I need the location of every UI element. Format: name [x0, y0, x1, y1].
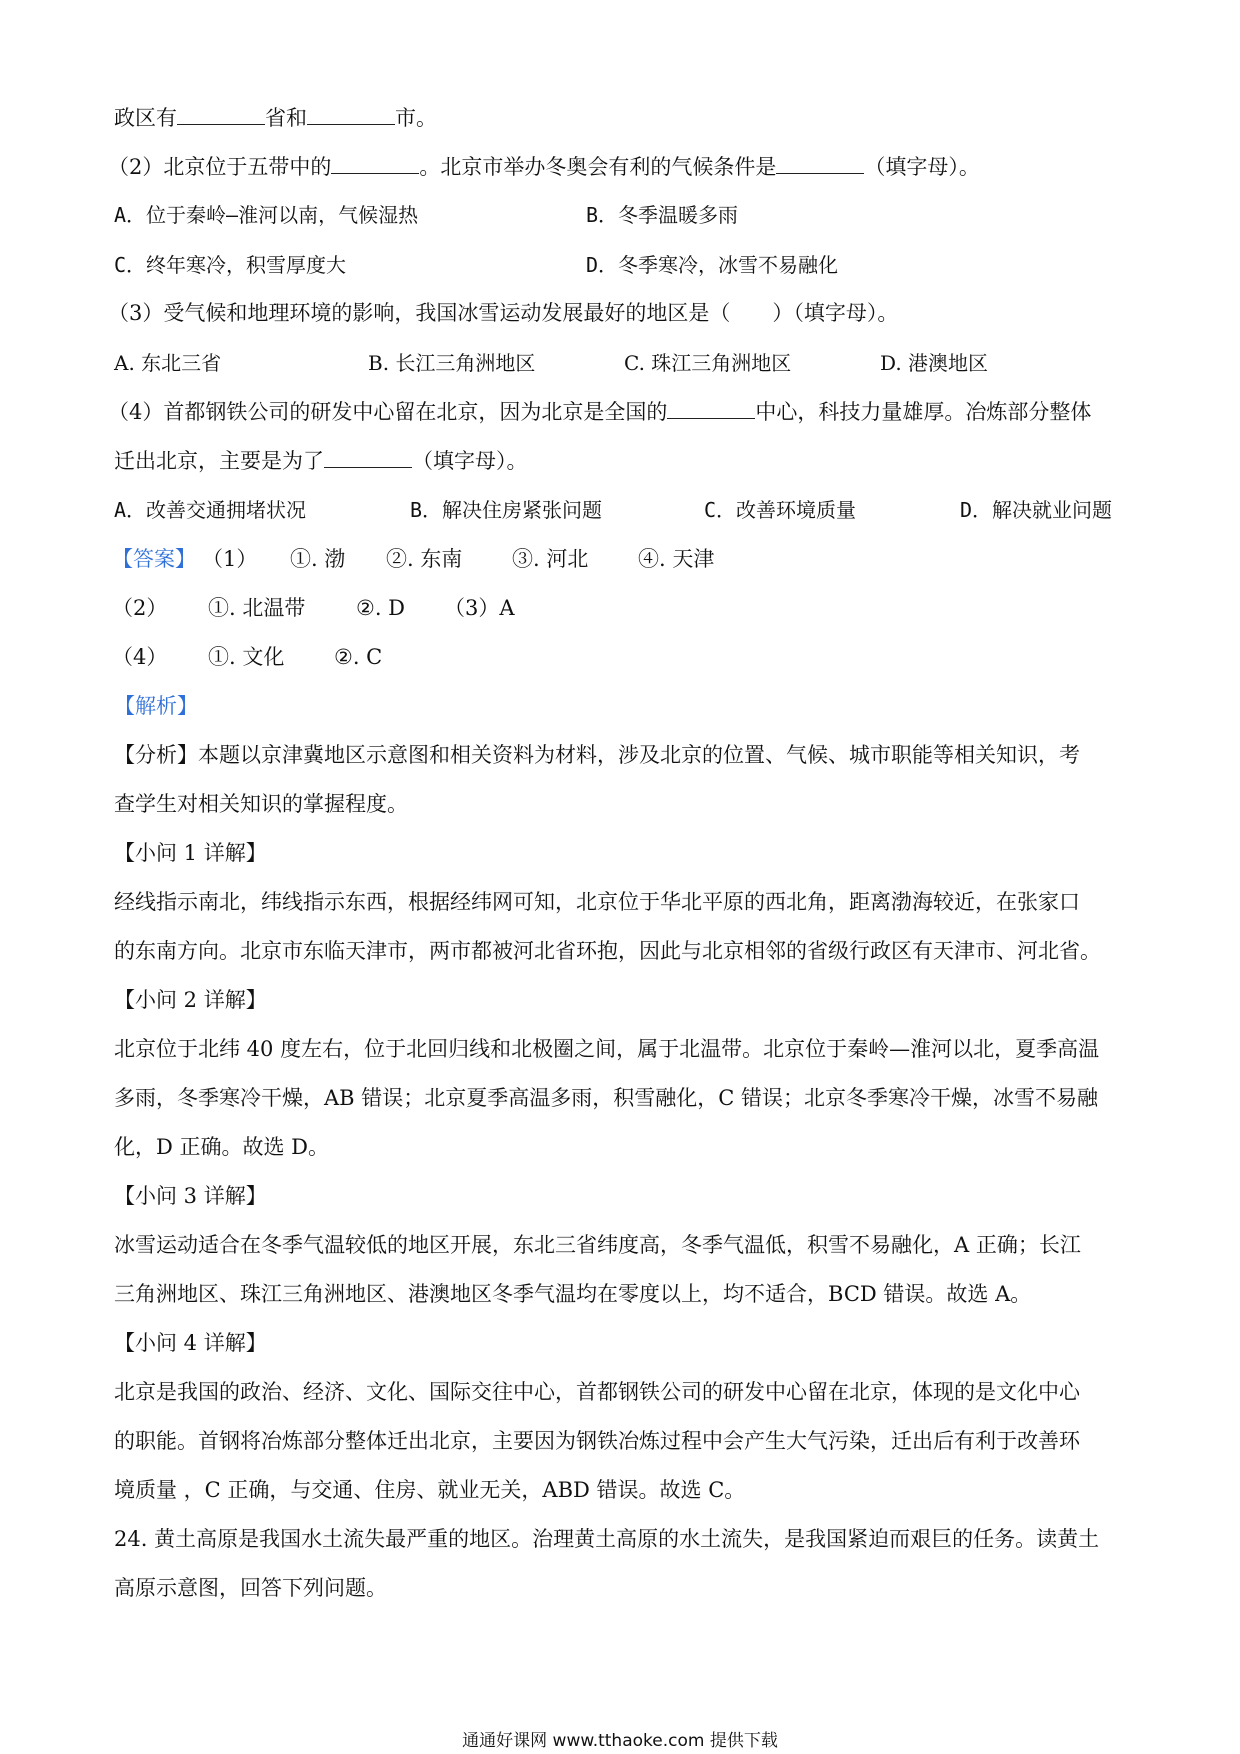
answer-item: ②. 东南: [386, 547, 463, 571]
answer-blank: [331, 153, 419, 174]
text: 政区有: [114, 106, 177, 130]
answer-item: ①. 渤: [290, 547, 346, 571]
option-b: B．冬季温暖多雨: [586, 203, 739, 227]
subquestion-4-text: 的职能。首钢将冶炼部分整体迁出北京，主要因为钢铁冶炼过程中会产生大气污染，迁出后有利于改善环: [114, 1429, 1080, 1453]
subquestion-3-heading: 【小问 3 详解】: [114, 1184, 267, 1208]
subquestion-3-text: 三角洲地区、珠江三角洲地区、港澳地区冬季气温均在零度以上，均不适合，BCD 错误。故选 A。: [114, 1282, 1032, 1306]
option-c: C．终年寒冷，积雪厚度大: [114, 253, 347, 277]
option-c: C．改善环境质量: [704, 498, 857, 522]
text: （填字母）。: [864, 155, 980, 179]
subquestion-1-text: 经线指示南北，纬线指示东西，根据经纬网可知，北京位于华北平原的西北角，距离渤海较近，在张家口: [114, 890, 1080, 914]
answer-item: ①. 文化: [208, 645, 285, 669]
option-a: A. 东北三省: [114, 351, 222, 375]
answer-blank: [776, 153, 864, 174]
answer-item: ②. D: [356, 596, 406, 620]
text: （4）首都钢铁公司的研发中心留在北京，因为北京是全国的: [108, 400, 668, 424]
text: 。北京市举办冬奥会有利的气候条件是: [419, 155, 777, 179]
text: （2）北京位于五带中的: [108, 155, 332, 179]
text: 迁出北京，主要是为了: [114, 449, 324, 473]
option-a: A．位于秦岭—淮河以南，气候湿热: [114, 203, 419, 227]
subquestion-4-heading: 【小问 4 详解】: [114, 1331, 267, 1355]
answer-part: （4）: [112, 645, 168, 669]
option-d: D．冬季寒冷，冰雪不易融化: [586, 253, 839, 277]
analysis-label: 【解析】: [114, 694, 198, 718]
subquestion-1-heading: 【小问 1 详解】: [114, 841, 267, 865]
question-2: [108, 152, 980, 182]
subquestion-4-text: 北京是我国的政治、经济、文化、国际交往中心，首都钢铁公司的研发中心留在北京，体现的是文化中心: [114, 1380, 1080, 1404]
answer-row-1: [112, 544, 715, 574]
subquestion-1-text: 的东南方向。北京市东临天津市，两市都被河北省环抱，因此与北京相邻的省级行政区有天津市、河北省。: [114, 939, 1101, 963]
subquestion-2-text: 化，D 正确。故选 D。: [114, 1135, 330, 1159]
answer-item: ②. C: [334, 645, 383, 669]
subquestion-2-text: 北京位于北纬 40 度左右，位于北回归线和北极圈之间，属于北温带。北京位于秦岭—淮河以北，夏季高温: [114, 1037, 1100, 1061]
answer-item: （3）A: [444, 596, 515, 620]
text: （填字母）。: [412, 449, 528, 473]
answer-blank: [667, 398, 755, 419]
option-b: B．解决住房紧张问题: [410, 498, 603, 522]
page-footer: 通通好课网 www.tthaoke.com 提供下载: [462, 1731, 778, 1751]
option-d: D. 港澳地区: [880, 351, 989, 375]
question-3: （3）受气候和地理环境的影响，我国冰雪运动发展最好的地区是（ ）（填字母）。: [108, 301, 899, 325]
question-24-line2: 高原示意图，回答下列问题。: [114, 1576, 387, 1600]
question-24-line1: 24. 黄土高原是我国水土流失最严重的地区。治理黄土高原的水土流失，是我国紧迫而艰巨的任务。读黄土: [114, 1527, 1100, 1551]
answer-blank: [324, 447, 412, 468]
answer-label: 【答案】: [112, 547, 196, 571]
subquestion-3-text: 冰雪运动适合在冬季气温较低的地区开展，东北三省纬度高，冬季气温低，积雪不易融化，A 正确；长江: [114, 1233, 1081, 1257]
text: 省和: [265, 106, 307, 130]
option-d: D．解决就业问题: [960, 498, 1113, 522]
subquestion-4-text: 境质量 ，C 正确，与交通、住房、就业无关，ABD 错误。故选 C。: [114, 1478, 746, 1502]
option-c: C. 珠江三角洲地区: [624, 351, 792, 375]
subquestion-2-heading: 【小问 2 详解】: [114, 988, 267, 1012]
question-4-line1: [108, 397, 1091, 427]
answer-part: （1）: [202, 547, 258, 571]
answer-blank: [177, 104, 265, 125]
subquestion-2-text: 多雨，冬季寒冷干燥，AB 错误；北京夏季高温多雨，积雪融化，C 错误；北京冬季寒冷干燥，冰雪不易融: [114, 1086, 1099, 1110]
analysis-fenxi-line2: 查学生对相关知识的掌握程度。: [114, 792, 408, 816]
q1-continuation: [114, 103, 437, 133]
question-4-line2: [114, 446, 528, 476]
option-b: B. 长江三角洲地区: [368, 351, 536, 375]
answer-item: ①. 北温带: [208, 596, 306, 620]
answer-item: ③. 河北: [512, 547, 589, 571]
answer-item: ④. 天津: [638, 547, 715, 571]
text: 市。: [395, 106, 437, 130]
answer-part: （2）: [112, 596, 168, 620]
analysis-fenxi-line1: 【分析】本题以京津冀地区示意图和相关资料为材料，涉及北京的位置、气候、城市职能等相关知识，考: [114, 743, 1080, 767]
text: 中心，科技力量雄厚。冶炼部分整体: [755, 400, 1092, 424]
option-a: A．改善交通拥堵状况: [114, 498, 307, 522]
answer-blank: [307, 104, 395, 125]
